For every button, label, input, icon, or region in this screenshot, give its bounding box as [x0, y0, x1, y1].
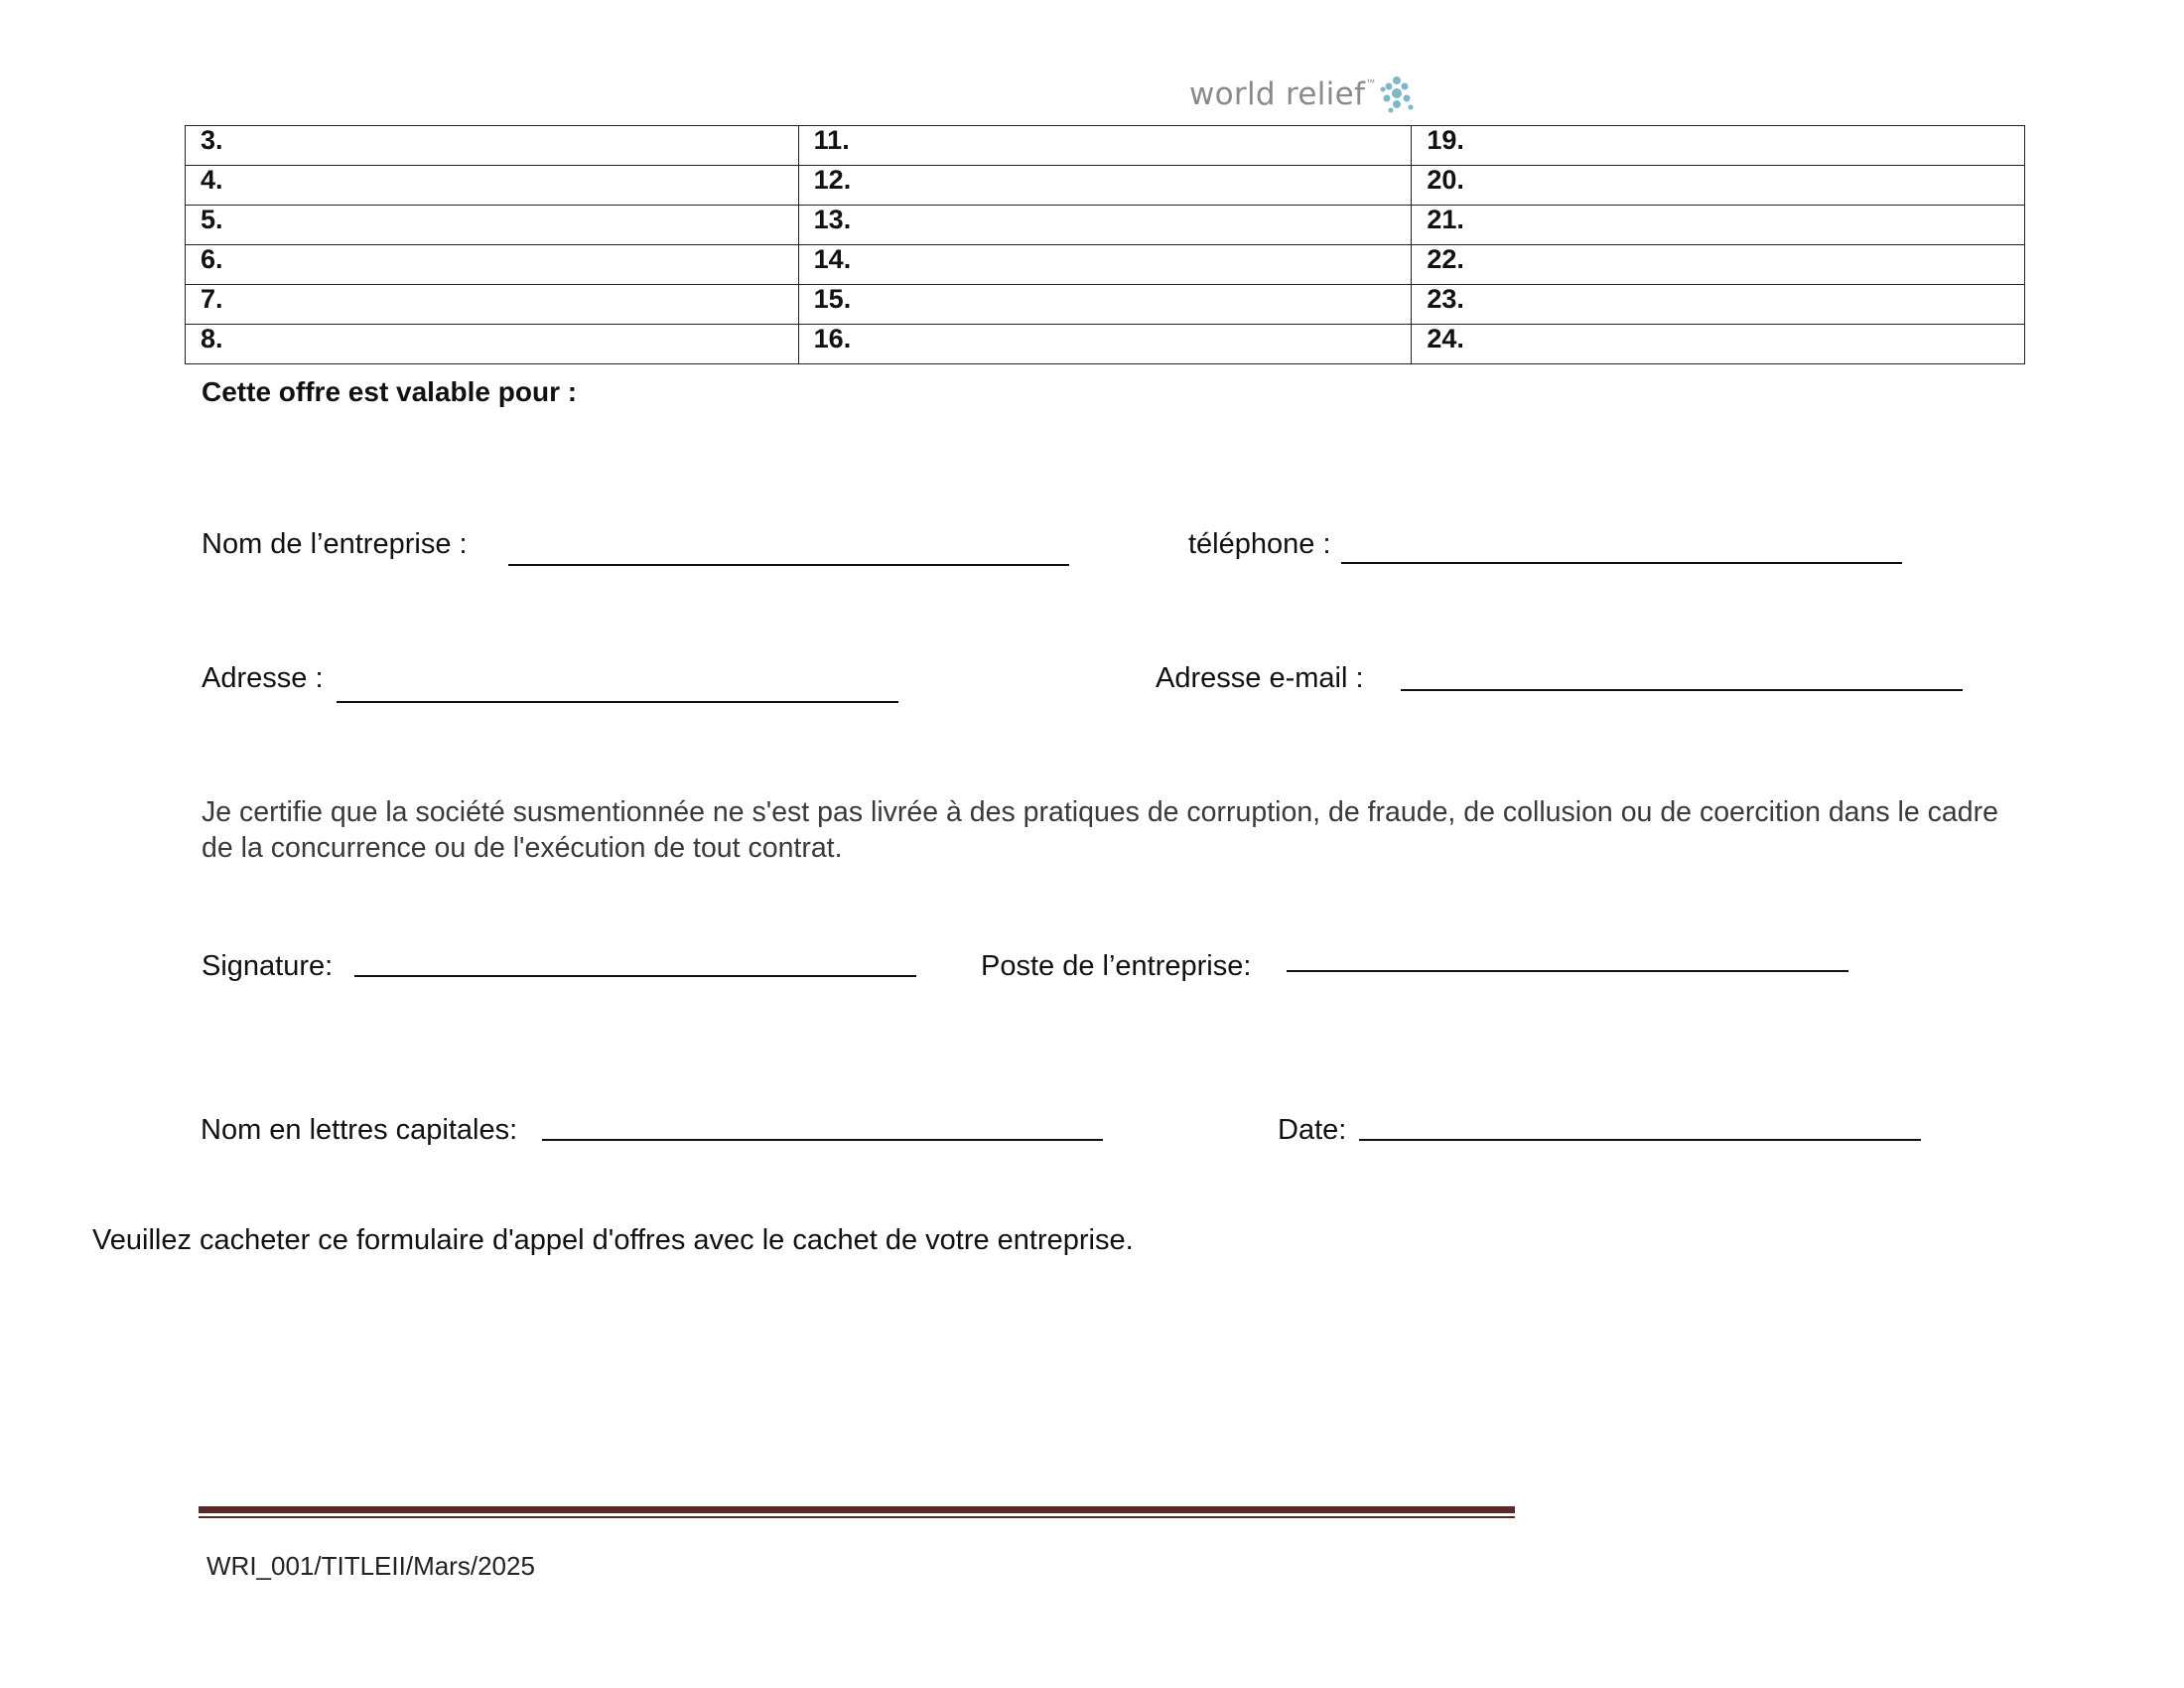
table-cell: 23. — [1412, 285, 2025, 325]
table-cell: 7. — [186, 285, 799, 325]
world-relief-logo — [1189, 70, 1417, 119]
table-cell: 3. — [186, 126, 799, 166]
table-cell: 12. — [798, 166, 1412, 206]
table-row — [186, 126, 2025, 166]
table-cell: 16. — [798, 325, 1412, 364]
offer-validity-label: Cette offre est valable pour : — [202, 376, 578, 407]
phone-label: téléphone : — [1188, 528, 1331, 560]
date-field[interactable] — [1359, 1139, 1921, 1141]
company-name-label: Nom de l’entreprise : — [202, 528, 468, 560]
table-cell: 5. — [186, 206, 799, 245]
printed-name-field[interactable] — [542, 1139, 1103, 1141]
table-cell: 19. — [1412, 126, 2025, 166]
signature-label: Signature: — [202, 950, 334, 982]
logo-mark-icon — [1377, 73, 1417, 115]
table-cell: 24. — [1412, 325, 2025, 364]
table-cell: 8. — [186, 325, 799, 364]
certification-statement: Je certifie que la société susmentionnée ne s'est pas livrée à des pratiques de corruption, de fraude, de collusion ou de coercition dans le cadre de la concurrence ou de l'exécution de tout contrat. — [202, 796, 1998, 864]
table-cell: 20. — [1412, 166, 2025, 206]
logo-text: world relief — [1189, 76, 1366, 112]
footer-rule-thin — [199, 1516, 1515, 1518]
company-position-label: Poste de l’entreprise: — [981, 950, 1252, 982]
stamp-instruction: Veuillez cacheter ce formulaire d'appel d'offres avec le cachet de votre entreprise. — [92, 1224, 1134, 1256]
table-row — [186, 245, 2025, 285]
table-cell: 14. — [798, 245, 1412, 285]
email-field[interactable] — [1401, 689, 1963, 691]
table-row — [186, 206, 2025, 245]
address-field[interactable] — [337, 701, 898, 703]
company-position-field[interactable] — [1287, 970, 1848, 972]
table-cell: 13. — [798, 206, 1412, 245]
footer-rule — [199, 1506, 1515, 1513]
table-row — [186, 325, 2025, 364]
table-cell: 22. — [1412, 245, 2025, 285]
items-number-table — [185, 125, 2025, 364]
date-label: Date: — [1278, 1114, 1347, 1146]
phone-field[interactable] — [1341, 562, 1902, 564]
document-code: WRI_001/TITLEII/Mars/2025 — [206, 1551, 535, 1581]
printed-name-label: Nom en lettres capitales: — [201, 1114, 518, 1146]
table-cell: 21. — [1412, 206, 2025, 245]
email-label: Adresse e-mail : — [1156, 662, 1364, 694]
table-cell: 15. — [798, 285, 1412, 325]
signature-field[interactable] — [354, 975, 916, 977]
table-cell: 11. — [798, 126, 1412, 166]
table-cell: 6. — [186, 245, 799, 285]
table-row — [186, 166, 2025, 206]
table-row — [186, 285, 2025, 325]
logo-trademark: ™ — [1366, 77, 1376, 87]
address-label: Adresse : — [202, 662, 324, 694]
company-name-field[interactable] — [508, 564, 1069, 566]
table-cell: 4. — [186, 166, 799, 206]
